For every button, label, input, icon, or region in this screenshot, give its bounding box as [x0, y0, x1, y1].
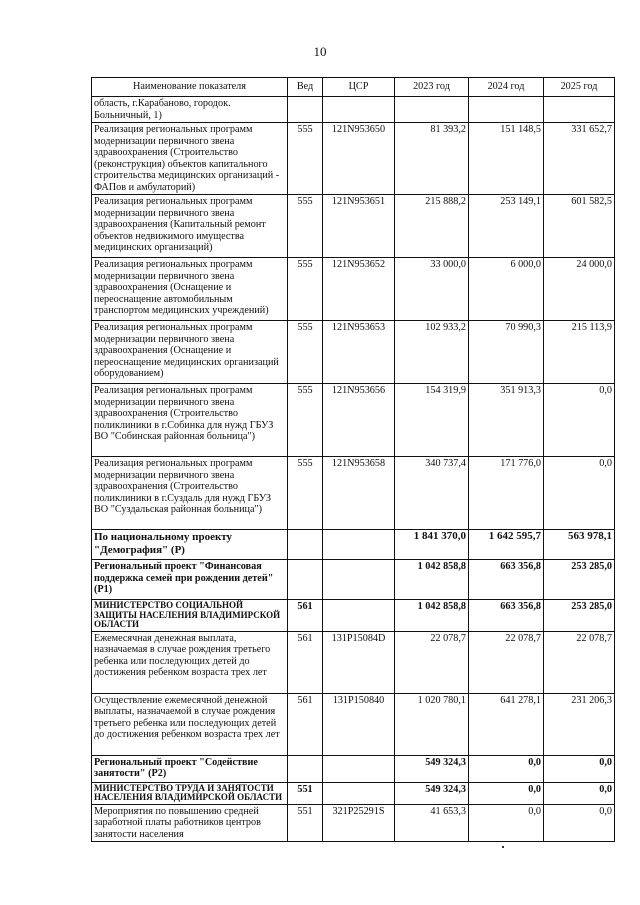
row-name-cell: область, г.Карабаново, городок. Больничный, 1)	[92, 97, 288, 123]
row-2024-cell: 663 356,8	[469, 560, 544, 600]
row-csr-cell: 121N953650	[323, 123, 395, 195]
row-ved-cell: 555	[288, 195, 323, 258]
header-2025: 2025 год	[544, 78, 615, 97]
row-name-cell: Региональный проект "Содействие занятости" (Р2)	[92, 755, 288, 782]
row-ved-cell: 555	[288, 384, 323, 457]
table-row	[92, 123, 615, 195]
row-2025-cell: 601 582,5	[544, 195, 615, 258]
row-2024-cell: 663 356,8	[469, 600, 544, 632]
header-csr: ЦСР	[323, 78, 395, 97]
row-2025-cell: 331 652,7	[544, 123, 615, 195]
row-ved-cell: 561	[288, 600, 323, 632]
row-2023-cell: 102 933,2	[395, 321, 469, 384]
row-2024-cell: 0,0	[469, 755, 544, 782]
header-2023: 2023 год	[395, 78, 469, 97]
header-ved: Вед	[288, 78, 323, 97]
row-ved-cell: 555	[288, 123, 323, 195]
row-ved-cell: 555	[288, 457, 323, 530]
table-row	[92, 97, 615, 123]
row-2024-cell: 171 776,0	[469, 457, 544, 530]
row-2024-cell: 151 148,5	[469, 123, 544, 195]
row-ved-cell: 551	[288, 782, 323, 804]
row-ved-cell	[288, 97, 323, 123]
row-2024-cell: 351 913,3	[469, 384, 544, 457]
row-csr-cell: 121N953656	[323, 384, 395, 457]
row-ved-cell: 561	[288, 693, 323, 755]
row-name-cell: Региональный проект "Финансовая поддержка семей при рождении детей" (Р1)	[92, 560, 288, 600]
row-csr-cell	[323, 782, 395, 804]
row-2023-cell: 81 393,2	[395, 123, 469, 195]
row-csr-cell: 131P150840	[323, 693, 395, 755]
row-name-cell: По национальному проекту "Демография" (Р)	[92, 530, 288, 560]
row-csr-cell: 321P25291S	[323, 804, 395, 842]
row-csr-cell: 121N953652	[323, 258, 395, 321]
row-2024-cell: 70 990,3	[469, 321, 544, 384]
row-2025-cell: 0,0	[544, 457, 615, 530]
row-2024-cell: 0,0	[469, 804, 544, 842]
header-2024: 2024 год	[469, 78, 544, 97]
row-2025-cell: 0,0	[544, 782, 615, 804]
row-2023-cell: 1 841 370,0	[395, 530, 469, 560]
table-row	[92, 321, 615, 384]
table-row	[92, 782, 615, 804]
row-2023-cell: 33 000,0	[395, 258, 469, 321]
row-name-cell: Осуществление ежемесячной денежной выплаты, назначаемой в случае рождения третьего ребенка или последующих детей до достижения ребенком возраста трех лет	[92, 693, 288, 755]
row-2023-cell: 1 020 780,1	[395, 693, 469, 755]
row-ved-cell: 555	[288, 321, 323, 384]
row-2023-cell: 1 042 858,8	[395, 600, 469, 632]
row-name-cell: Реализация региональных программ модернизации первичного звена здравоохранения (Капитальный ремонт объектов недвижимого имущества медицинских организаций)	[92, 195, 288, 258]
table-header-row	[92, 78, 615, 97]
row-2024-cell: 253 149,1	[469, 195, 544, 258]
row-ved-cell: 555	[288, 258, 323, 321]
row-name-cell: Мероприятия по повышению средней заработной платы работников центров занятости населения	[92, 804, 288, 842]
row-2025-cell: 253 285,0	[544, 560, 615, 600]
table-row	[92, 195, 615, 258]
row-csr-cell: 121N953658	[323, 457, 395, 530]
budget-table	[91, 77, 615, 842]
row-2025-cell: 0,0	[544, 384, 615, 457]
row-name-cell: Ежемесячная денежная выплата, назначаемая в случае рождения третьего ребенка или последующих детей до достижения ребенком возраста трех лет	[92, 631, 288, 693]
row-name-cell: Реализация региональных программ модернизации первичного звена здравоохранения (Строительство (реконструкция) объектов капитального строительства медицинских организаций - ФАПов и амбулаторий)	[92, 123, 288, 195]
row-csr-cell	[323, 530, 395, 560]
row-2025-cell: 0,0	[544, 804, 615, 842]
row-ved-cell	[288, 560, 323, 600]
row-2025-cell: 22 078,7	[544, 631, 615, 693]
row-name-cell: МИНИСТЕРСТВО ТРУДА И ЗАНЯТОСТИ НАСЕЛЕНИЯ ВЛАДИМИРСКОЙ ОБЛАСТИ	[92, 782, 288, 804]
row-csr-cell	[323, 755, 395, 782]
row-2025-cell: 563 978,1	[544, 530, 615, 560]
row-2025-cell: 215 113,9	[544, 321, 615, 384]
page-number: 10	[313, 44, 327, 59]
table-row	[92, 384, 615, 457]
row-2024-cell: 6 000,0	[469, 258, 544, 321]
row-ved-cell	[288, 755, 323, 782]
row-2024-cell: 0,0	[469, 782, 544, 804]
scan-dot	[502, 846, 504, 848]
row-csr-cell	[323, 600, 395, 632]
row-ved-cell	[288, 530, 323, 560]
row-2023-cell: 22 078,7	[395, 631, 469, 693]
row-2024-cell: 1 642 595,7	[469, 530, 544, 560]
row-ved-cell: 561	[288, 631, 323, 693]
row-csr-cell: 121N953651	[323, 195, 395, 258]
table-row	[92, 457, 615, 530]
row-2025-cell: 253 285,0	[544, 600, 615, 632]
row-2023-cell: 215 888,2	[395, 195, 469, 258]
row-2024-cell: 641 278,1	[469, 693, 544, 755]
row-2023-cell: 549 324,3	[395, 755, 469, 782]
header-name: Наименование показателя	[92, 78, 288, 97]
table-row	[92, 560, 615, 600]
row-2023-cell	[395, 97, 469, 123]
row-name-cell: Реализация региональных программ модернизации первичного звена здравоохранения (Оснащение и переоснащение медицинских организаций оборудованием)	[92, 321, 288, 384]
row-csr-cell: 131P15084D	[323, 631, 395, 693]
table-row	[92, 755, 615, 782]
row-2023-cell: 549 324,3	[395, 782, 469, 804]
row-csr-cell: 121N953653	[323, 321, 395, 384]
table-row	[92, 693, 615, 755]
row-2025-cell	[544, 97, 615, 123]
row-name-cell: Реализация региональных программ модернизации первичного звена здравоохранения (Строительство поликлиники в г.Суздаль для нужд ГБУЗ ВО "Суздальская районная больница")	[92, 457, 288, 530]
row-2023-cell: 1 042 858,8	[395, 560, 469, 600]
row-2025-cell: 24 000,0	[544, 258, 615, 321]
table-row	[92, 258, 615, 321]
row-csr-cell	[323, 560, 395, 600]
row-2024-cell: 22 078,7	[469, 631, 544, 693]
row-csr-cell	[323, 97, 395, 123]
row-2024-cell	[469, 97, 544, 123]
table-row	[92, 600, 615, 632]
row-2025-cell: 0,0	[544, 755, 615, 782]
table-row	[92, 631, 615, 693]
table-row	[92, 530, 615, 560]
row-name-cell: Реализация региональных программ модернизации первичного звена здравоохранения (Строительство поликлиники в г.Собинка для нужд ГБУЗ ВО "Собинская районная больница")	[92, 384, 288, 457]
table-row	[92, 804, 615, 842]
row-2023-cell: 340 737,4	[395, 457, 469, 530]
row-2025-cell: 231 206,3	[544, 693, 615, 755]
row-ved-cell: 551	[288, 804, 323, 842]
row-2023-cell: 41 653,3	[395, 804, 469, 842]
row-2023-cell: 154 319,9	[395, 384, 469, 457]
row-name-cell: МИНИСТЕРСТВО СОЦИАЛЬНОЙ ЗАЩИТЫ НАСЕЛЕНИЯ ВЛАДИМИРСКОЙ ОБЛАСТИ	[92, 600, 288, 632]
row-name-cell: Реализация региональных программ модернизации первичного звена здравоохранения (Оснащение и переоснащение автомобильным транспортом медицинских учреждений)	[92, 258, 288, 321]
